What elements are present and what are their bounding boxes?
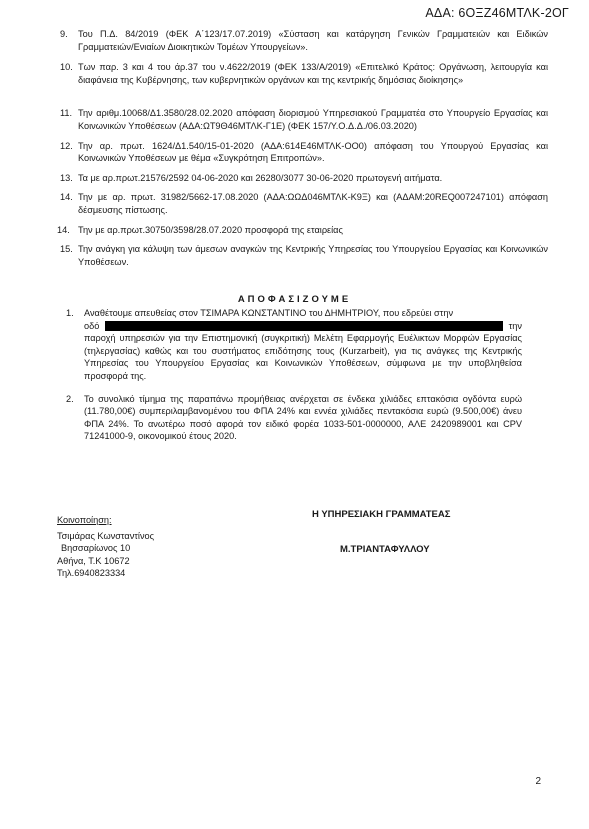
list-item — [57, 224, 548, 237]
item-number: 10. — [60, 62, 73, 73]
item-number: 11. — [60, 108, 73, 119]
decision-heading: ΑΠΟΦΑΣΙΖΟΥΜΕ — [237, 294, 352, 305]
ada-code: ΑΔΑ: 6ΟΞΖ46ΜΤΛΚ-2ΟΓ — [425, 6, 569, 20]
recipient-phone: Τηλ.6940823334 — [57, 568, 126, 579]
item-text: Την αριθμ.10068/Δ1.3580/28.02.2020 απόφαση διορισμού Υπηρεσιακού Γραμματέα στο Υπουργείο Εργασίας και Κοινωνικών Υποθέσεων (ΑΔΑ:ΩΤ9Θ46ΜΤΛΚ-Γ1Ε) (ΦΕΚ 157/Υ.Ο.Δ.Δ./06.03.2020) — [78, 108, 548, 131]
item-text: Την ανάγκη για κάλυψη των άμεσων αναγκών της Κεντρικής Υπηρεσίας του Υπουργείου Εργασίας και Κοινωνικών Υποθέσεων. — [78, 244, 548, 267]
item-number: 13. — [60, 172, 73, 183]
recipient-address — [57, 530, 154, 580]
item-text — [84, 307, 522, 383]
list-item — [60, 191, 548, 216]
item-text: Την με αρ.πρωτ.30750/3598/28.07.2020 προσφορά της εταιρείας — [78, 224, 343, 235]
item-number: 9. — [60, 29, 68, 39]
item-number: 15. — [60, 244, 73, 255]
line-end-word: την — [508, 320, 522, 331]
decision-line-2 — [84, 320, 522, 333]
list-item — [66, 307, 522, 383]
page-number: 2 — [535, 776, 541, 787]
item-text: Την αρ. πρωτ. 1624/Δ1.540/15-01-2020 (ΑΔΑ:614Ε46ΜΤΛΚ-ΟΟ0) απόφαση του Υπουργού Εργασίας και Κοινωνικών Υποθέσεων με θέμα «Συγκρότηση Επιτροπών». — [78, 140, 548, 164]
item-number: 1. — [66, 308, 74, 318]
item-number: 14. — [60, 192, 73, 203]
decision-rest: παροχή υπηρεσιών για την Επιστημονική (συγκριτική) Μελέτη Εφαρμογής Ευέλικτων Μορφών Εργασίας (τηλεργασίας) καθώς και του συστήματος επιδότησης τους (Kurzarbeit), για τις ανάγκες της Κεντρικής Υπηρεσίας του Υπουργείου Εργασίας και Κοινωνικών Υποθέσεων, σύμφωνα με την υποβληθείσα προσφορά της. — [84, 333, 522, 381]
item-number: 12. — [60, 140, 73, 151]
item-number: 14. — [57, 224, 70, 235]
decision-list — [66, 307, 522, 443]
item-text: Των παρ. 3 και 4 του άρ.37 του ν.4622/2019 (ΦΕΚ 133/Α/2019) «Επιτελικό Κράτος: Οργάνωση, λειτουργία και διαφάνεια της Κυβέρνησης, των κυβερνητικών οργάνων και της κεντρικής δημόσιας διοίκησης» — [78, 62, 548, 85]
recipient-name: Τσιμάρας Κωνσταντίνος — [57, 531, 155, 541]
notification-label: Κοινοποίηση: — [57, 515, 112, 525]
list-item — [60, 28, 548, 53]
considerations-list — [57, 28, 548, 268]
street-label: οδό — [84, 320, 100, 331]
signature-name: Μ.ΤΡΙΑΝΤΑΦΥΛΛΟΥ — [340, 544, 430, 555]
list-item — [60, 140, 548, 165]
item-number: 2. — [66, 393, 74, 404]
item-text: Την με αρ. πρωτ. 31982/5662-17.08.2020 (ΑΔΑ:ΩΩΔ046ΜΤΛΚ-Κ9Ξ) και (ΑΔΑΜ:20REQ007247101) απόφαση δέσμευσης πίστωσης. — [78, 192, 548, 215]
list-item — [60, 172, 548, 185]
recipient-street: Βησσαρίωνος 10 — [61, 543, 131, 554]
item-text: Το συνολικό τίμημα της παραπάνω προμήθειας ανέρχεται σε ένδεκα χιλιάδες επτακόσια ογδόντα ευρώ (11.780,00€) συμπεριλαμβανομένου του ΦΠΑ 24% και εννέα χιλιάδες πεντακόσια ευρώ (9.500,00€) άνευ ΦΠΑ 24%. Το ανωτέρω ποσό αφορά τον ειδικό φορέα 1033-501-0000000, ΑΛΕ 2420989001 και CPV 71241000-9, οικονομικού έτους 2020. — [84, 393, 522, 442]
decision-line-1: Αναθέτουμε απευθείας στον ΤΣΙΜΑΡΑ ΚΩΝΣΤΑΝΤΙΝΟ του ΔΗΜΗΤΡΙΟΥ, που εδρεύει στην — [84, 308, 454, 318]
item-text: Τα με αρ.πρωτ.21576/2592 04-06-2020 και 26280/3077 30-06-2020 πρωτογενή αιτήματα. — [78, 172, 443, 183]
list-item — [60, 107, 548, 132]
redacted-address — [105, 321, 503, 331]
list-item — [66, 393, 522, 443]
list-item — [60, 243, 548, 268]
list-item — [60, 61, 548, 86]
item-text: Του Π.Δ. 84/2019 (ΦΕΚ Α΄123/17.07.2019) «Σύσταση και κατάργηση Γενικών Γραμματειών και Ειδικών Γραμματειών/Ενιαίων Διοικητικών Τομέων Υπουργείων». — [78, 29, 548, 52]
recipient-city: Αθήνα, Τ.Κ 10672 — [57, 555, 130, 566]
signature-title: Η ΥΠΗΡΕΣΙΑΚΗ ΓΡΑΜΜΑΤΕΑΣ — [312, 509, 451, 520]
